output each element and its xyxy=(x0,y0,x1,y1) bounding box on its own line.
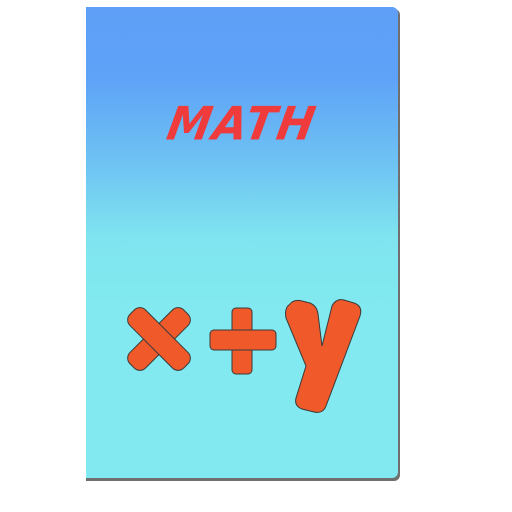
multiply-x-icon xyxy=(118,298,200,380)
plus-icon xyxy=(208,306,278,376)
letter-y-icon xyxy=(280,294,366,416)
book-title: MATH xyxy=(163,97,321,152)
